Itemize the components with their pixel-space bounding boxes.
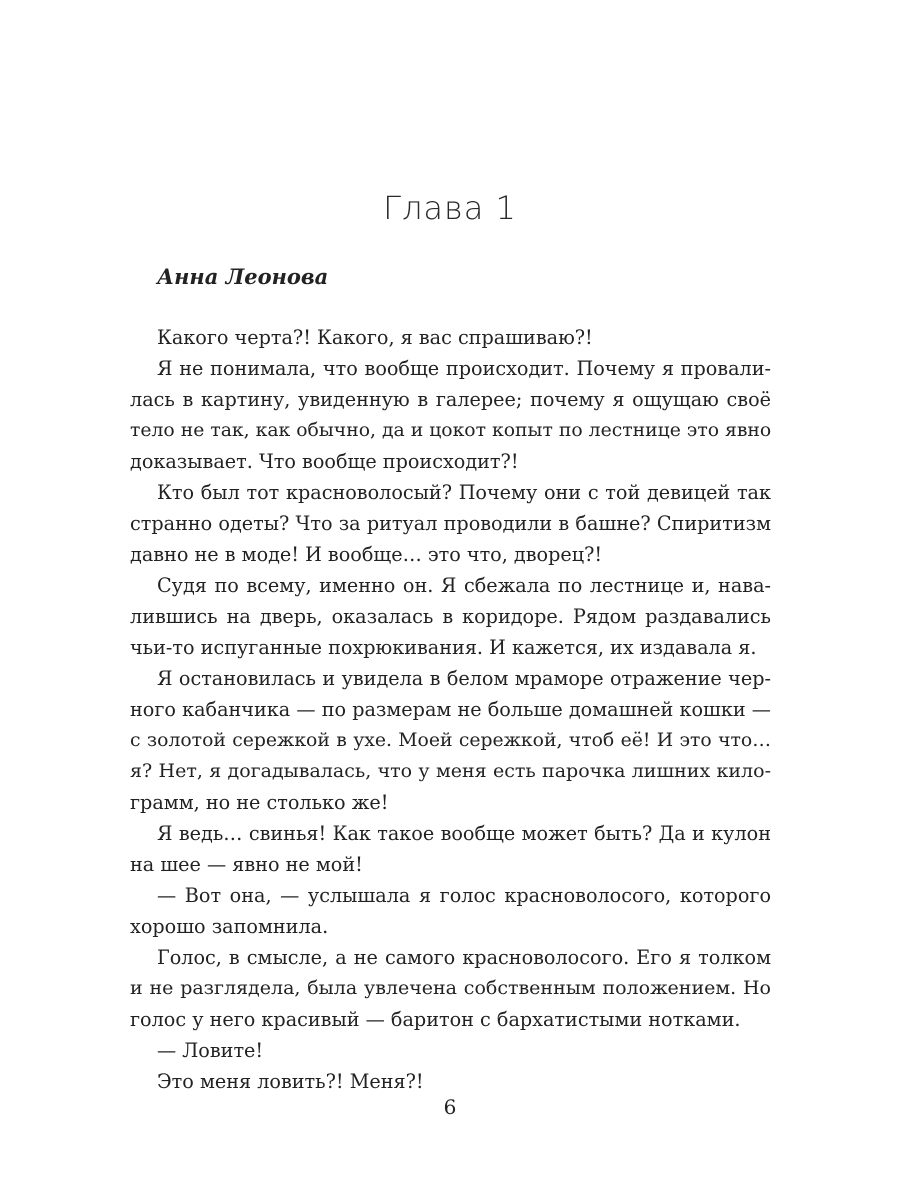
text-line: Кто был тот красноволосый? Почему они с той девицей так xyxy=(157,481,771,504)
chapter-author: Анна Леонова xyxy=(157,264,329,289)
text-line: чьи-то испуганные похрюкивания. И кажется, их издавала я. xyxy=(130,636,757,659)
page-number: 6 xyxy=(443,1095,457,1119)
text-line: и не разглядела, была увлечена собственным положением. Но xyxy=(130,977,771,999)
text-line: давно не в моде! И вообще… это что, дворец?! xyxy=(130,543,603,566)
text-line: тело не так, как обычно, да и цокот копыт по лестнице это явно xyxy=(130,420,771,441)
text-line: ного кабанчика — по размерам не больше домашней кошки — xyxy=(130,698,771,721)
chapter-title: Глава 1 xyxy=(383,189,517,227)
text-line: Я остановилась и увидела в белом мраморе отражение чер- xyxy=(157,667,771,690)
text-line: Судя по всему, именно он. Я сбежала по лестнице и, нава- xyxy=(157,574,771,597)
text-line: — Вот она, — услышала я голос красноволосого, которого xyxy=(157,884,771,907)
text-line: Я не понимала, что вообще происходит. Почему я провали- xyxy=(157,357,771,380)
text-line: лась в картину, увиденную в галерее; почему я ощущаю своё xyxy=(130,388,771,411)
text-line: грамм, но не столько же! xyxy=(130,791,389,814)
text-line: доказывает. Что вообще происходит?! xyxy=(130,450,519,473)
text-line: я? Нет, я догадывалась, что у меня есть парочка лишних кило- xyxy=(130,760,771,782)
text-line: Это меня ловить?! Меня?! xyxy=(157,1070,424,1093)
text-line: Голос, в смысле, а не самого красноволосого. Его я толком xyxy=(157,946,771,969)
body-text xyxy=(130,322,771,1097)
text-line: лившись на дверь, оказалась в коридоре. Рядом раздавались xyxy=(130,605,771,628)
text-line: Я ведь… свинья! Как такое вообще может быть? Да и кулон xyxy=(157,822,771,845)
text-line: голос у него красивый — баритон с бархатистыми нотками. xyxy=(130,1008,741,1031)
text-line: с золотой сережкой в ухе. Моей сережкой, чтоб её! И это что… xyxy=(130,730,771,751)
text-line: — Ловите! xyxy=(157,1039,264,1062)
text-line: странно одеты? Что за ритуал проводили в башне? Спиритизм xyxy=(130,512,771,535)
text-line: на шее — явно не мой! xyxy=(130,853,363,876)
text-line: хорошо запомнила. xyxy=(130,915,329,938)
text-line: Какого черта?! Какого, я вас спрашиваю?! xyxy=(157,326,593,349)
